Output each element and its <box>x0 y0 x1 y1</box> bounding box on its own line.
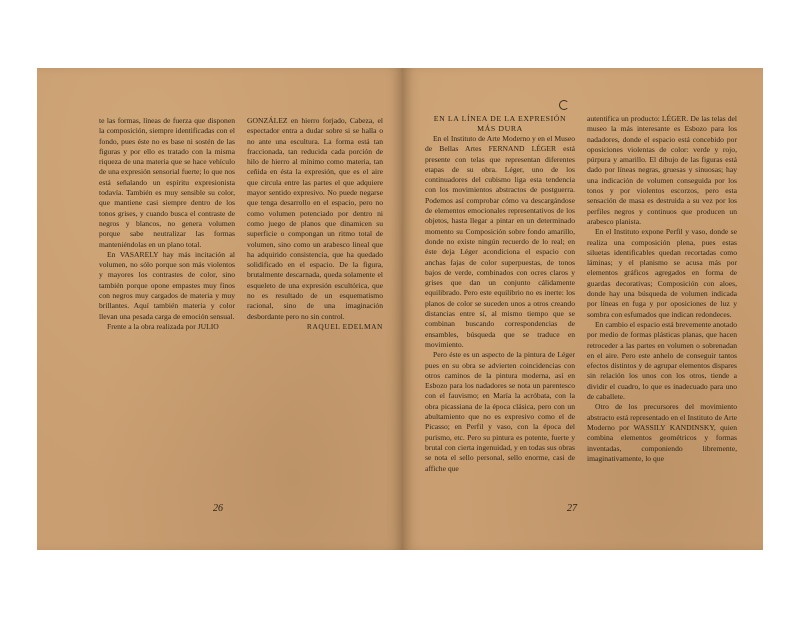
paragraph: GONZÁLEZ en hierro forjado, Cabeza, el espectador entra a dudar sobre si se halla o no ante una escultura. La forma está tan fraccionada, tan reducida cada porción de hilo de hierro al mínimo como materia, tan ceñida en ésta la expresión, que es el aire que circula entre las partes el que adquiere mayor sentido expresivo. No puede negarse que tenga desarrollo en el espacio, pero no como volumen potenciado por dentro ni como juego de planos que dinamicen su superficie o compongan un ritmo total de volumen, sino como un arabesco lineal que ha adquirido consistencia, que ha quedado solidificado en el espacio. De la figura, brutalmente descarnada, queda solamente el esqueleto de una expresión escultórica, que no es resultado de un esquematismo racional, sino de una imaginación desbordante pero no sin control. <box>247 116 383 321</box>
book-spread <box>37 68 763 550</box>
right-page <box>403 68 763 550</box>
left-column-1 <box>99 116 235 332</box>
paragraph: En el Instituto de Arte Moderno y en el Museo de Bellas Artes FERNAND LÉGER está presente con telas que representan diferentes etapas de su obra. Léger, uno de los continuadores del cubismo liga esta tendencia con los movimientos abstractos de postguerra. Podemos así comprobar cómo va descargándose de elementos emocionales representativos de los objetos, hasta llegar a pintar en un determinado momento su Composición sobre fondo amarillo, donde no existe ningún recuerdo de lo real; en éste deja Léger acondiciona el espacio con anchas fajas de color superpuestas, de tonos bajos de verde, combinados con ocres claros y grises que dan un conjunto cálidamente equilibrado. Pero este equilibrio no es inerte: los planos de color se suceden unos a otros creando distancias entre sí, al mismo tiempo que se combinan buscando correspondencias de ensambles, búsqueda que se traduce en movimiento. <box>425 134 575 349</box>
page-number-right: 27 <box>567 503 577 514</box>
heading-line-2: MÁS DURA <box>477 124 523 133</box>
page-number-left: 26 <box>213 503 223 514</box>
paragraph: En VASARELY hay más incitación al volumen, no sólo porque son más violentos y mayores los contrastes de color, sino también porque opone empastes muy finos con negros muy cargados de materia y muy brillantes. Aquí también materia y color llevan una pesada carga de emoción sensual. <box>99 249 235 321</box>
right-column-1 <box>425 114 575 474</box>
paragraph: Otro de los precursores del movimiento abstracto está representado en el Instituto de Arte Moderno por WASSILY KANDINSKY, quien combina elementos geométricos y formas inventadas, componiendo libremente, imaginativamente, lo que <box>587 402 737 463</box>
left-column-2 <box>247 116 383 332</box>
heading-line-1: EN LA LÍNEA DE LA EXPRESIÓN <box>433 114 567 123</box>
right-column-2 <box>587 114 737 464</box>
paragraph: te las formas, líneas de fuerza que disponen la composición, siempre identificadas con el fondo, pues éste no es base ni sostén de las figuras y por ello es tratado con la misma riqueza de una materia que se hace vehículo de una expresión sensorial fuerte; lo que nos está señalando un espíritu expresionista todavía. También es muy sensible su color, que mantiene casi siempre dentro de los tonos grises, y cuando busca el contraste de negros y blancos, no genera volumen porque sabe neutralizar las formas manteniéndolas en un plano total. <box>99 116 235 249</box>
paragraph: Frente a la obra realizada por JULIO <box>107 321 219 331</box>
paragraph: En cambio el espacio está brevemente anotado por medio de formas plásticas planas, que hacen retroceder a las partes en volumen o sobrenadan en el aire. Pero este anhelo de conseguir tantos efectos distintos y de agrupar elementos dispares sin relación los unos con los otros, tiende a dividir el cuadro, lo que es inadecuado para uno de caballete. <box>587 319 737 402</box>
paragraph: En el Instituto expone Perfil y vaso, donde se realiza una composición plena, pues estas siluetas identificables quedan recortadas como láminas; y el planismo se acusa más por elementos gráficos agregados en forma de guardas decorativas; Composición con aloes, donde hay una búsqueda de volumen indicada por líneas en fuga y por oposiciones de luz y sombra con esfumados que indican redondeces. <box>587 227 737 319</box>
left-page <box>37 68 403 550</box>
paragraph: autentifica un producto: LÉGER. De las telas del museo la más interesante es Esbozo para los nadadores, donde el espacio está concebido por oposiciones violentas de color: verde y rojo, púrpura y amarillo. El dibujo de las figuras está dado por líneas negras, gruesas y sinuosas; hay una indicación de volumen conseguida por los tonos y por violentos escorzos, pero esta sensación de masa es destruida a su vez por los perfiles negros y continuos que producen un arabesco planista. <box>587 114 737 226</box>
pen-mark-icon <box>559 100 569 110</box>
paragraph: Pero éste es un aspecto de la pintura de Léger pues en su obra se advierten coincidencias con otros caminos de la pintura moderna, así en Esbozo para los nadadores se nota un parentesco con el fauvismo; en María la acróbata, con la obra picassiana de la época clásica, pero con un abultamiento que no es expresivo como el de Picasso; en Perfil y vaso, con la época del purismo, etc. Pero su pintura es potente, fuerte y brutal con cierta ingenuidad, y en todas sus obras se nota el sello personal, sello enorme, casi de affiche que <box>425 350 575 473</box>
article-heading <box>425 114 575 134</box>
author-signature: RAQUEL EDELMAN <box>306 321 383 331</box>
